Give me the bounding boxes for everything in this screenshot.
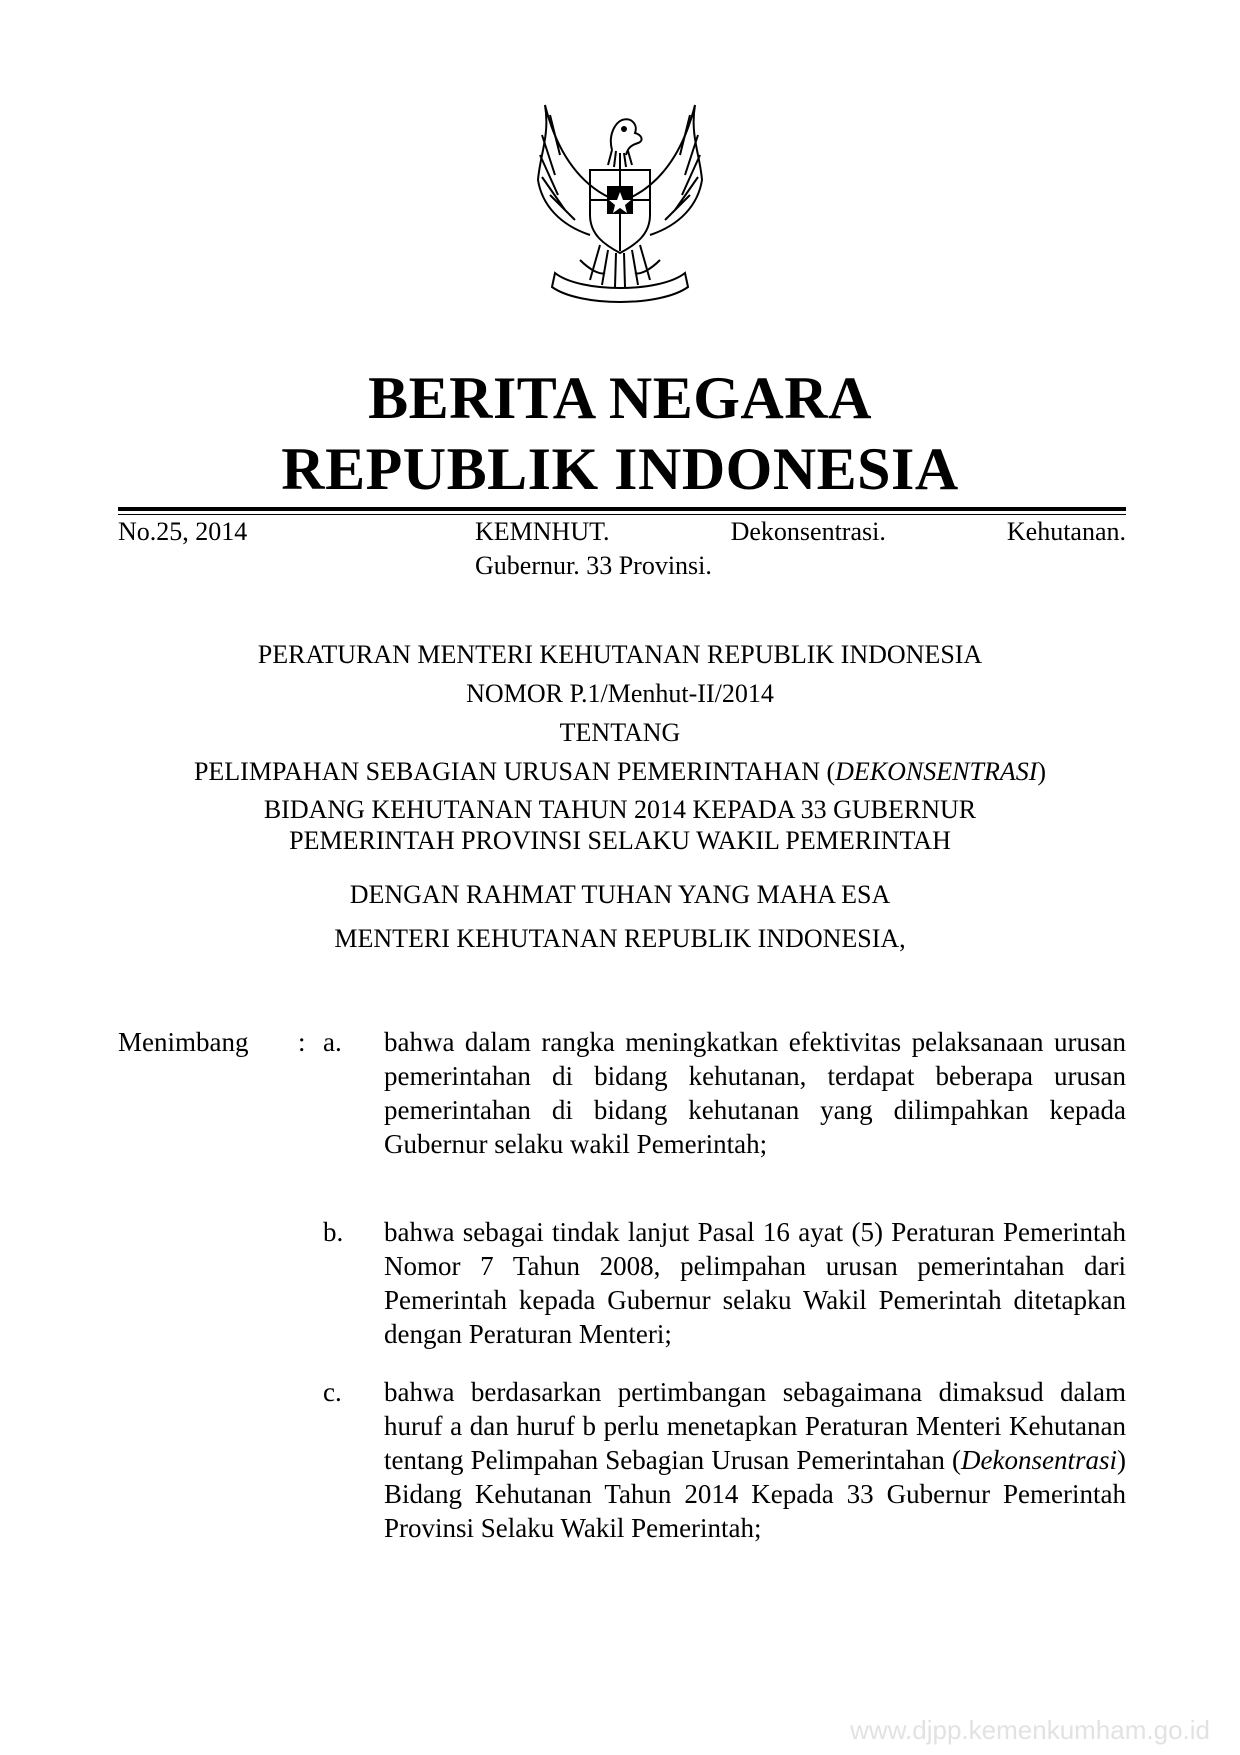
gazette-title-line1: BERITA NEGARA	[368, 365, 872, 431]
gazette-number: No.25, 2014	[118, 517, 248, 546]
topic-part: KEMNHUT.	[475, 517, 610, 546]
regulation-number: NOMOR P.1/Menhut-II/2014	[466, 679, 774, 708]
opening-phrase: DENGAN RAHMAT TUHAN YANG MAHA ESA	[349, 880, 891, 909]
item-text-after: ) Bidang Kehutanan Tahun 2014 Kepada 33 Gubernur Pemerintah Provinsi Selaku Wakil Pemerintah;	[384, 1445, 1126, 1543]
minister-title: MENTERI KEHUTANAN REPUBLIK INDONESIA,	[334, 924, 906, 953]
garuda-pancasila-icon	[520, 95, 720, 310]
item-letter: b.	[323, 1217, 344, 1247]
regulation-subject-line2: BIDANG KEHUTANAN TAHUN 2014 KEPADA 33 GUBERNUR	[263, 795, 977, 824]
item-text: bahwa sebagai tindak lanjut Pasal 16 ayat (5) Peraturan Pemerintah Nomor 7 Tahun 2008, pelimpahan urusan pemerintahan dari Pemerintah kepada Gubernur selaku Wakil Pemerintah ditetapkan dengan Peraturan Menteri;	[384, 1217, 1126, 1349]
gazette-title-line2: REPUBLIK INDONESIA	[281, 436, 959, 502]
header-rule-thick	[118, 507, 1126, 511]
item-letter: c.	[323, 1377, 342, 1407]
regulation-subject-line1	[0, 757, 1240, 787]
gazette-topic	[475, 515, 1126, 583]
menimbang-label: Menimbang	[118, 1027, 249, 1057]
subject-italic: DEKONSENTRASI	[835, 757, 1038, 786]
topic-part: Kehutanan.	[1006, 517, 1126, 546]
item-text: bahwa dalam rangka meningkatkan efektivitas pelaksanaan urusan pemerintahan di bidang kehutanan, terdapat beberapa urusan pemerintahan di bidang kehutanan yang dilimpahkan kepada Gubernur selaku wakil Pemerintah;	[384, 1027, 1126, 1159]
topic-line1	[475, 515, 1126, 549]
garuda-emblem	[520, 95, 720, 310]
item-letter: a.	[323, 1027, 342, 1057]
subject-suffix: )	[1037, 757, 1047, 786]
item-text	[384, 1375, 1126, 1545]
subject-prefix: PELIMPAHAN SEBAGIAN URUSAN PEMERINTAHAN (	[193, 757, 836, 786]
topic-line2: Gubernur. 33 Provinsi.	[475, 551, 712, 580]
item-text-before: bahwa berdasarkan pertimbangan sebagaimana dimaksud dalam huruf a dan huruf b perlu menetapkan Peraturan Menteri Kehutanan tentang Pelimpahan Sebagian Urusan Pemerintahan (	[384, 1377, 1126, 1475]
watermark-url: www.djpp.kemenkumham.go.id	[850, 1715, 1210, 1745]
topic-part: Dekonsentrasi.	[730, 517, 886, 546]
regulation-tentang: TENTANG	[559, 718, 681, 747]
item-text-italic: Dekonsentrasi	[961, 1445, 1117, 1475]
regulation-subject-line3: PEMERINTAH PROVINSI SELAKU WAKIL PEMERINTAH	[289, 826, 951, 855]
regulation-title: PERATURAN MENTERI KEHUTANAN REPUBLIK INDONESIA	[257, 640, 983, 669]
menimbang-colon: :	[298, 1027, 306, 1057]
